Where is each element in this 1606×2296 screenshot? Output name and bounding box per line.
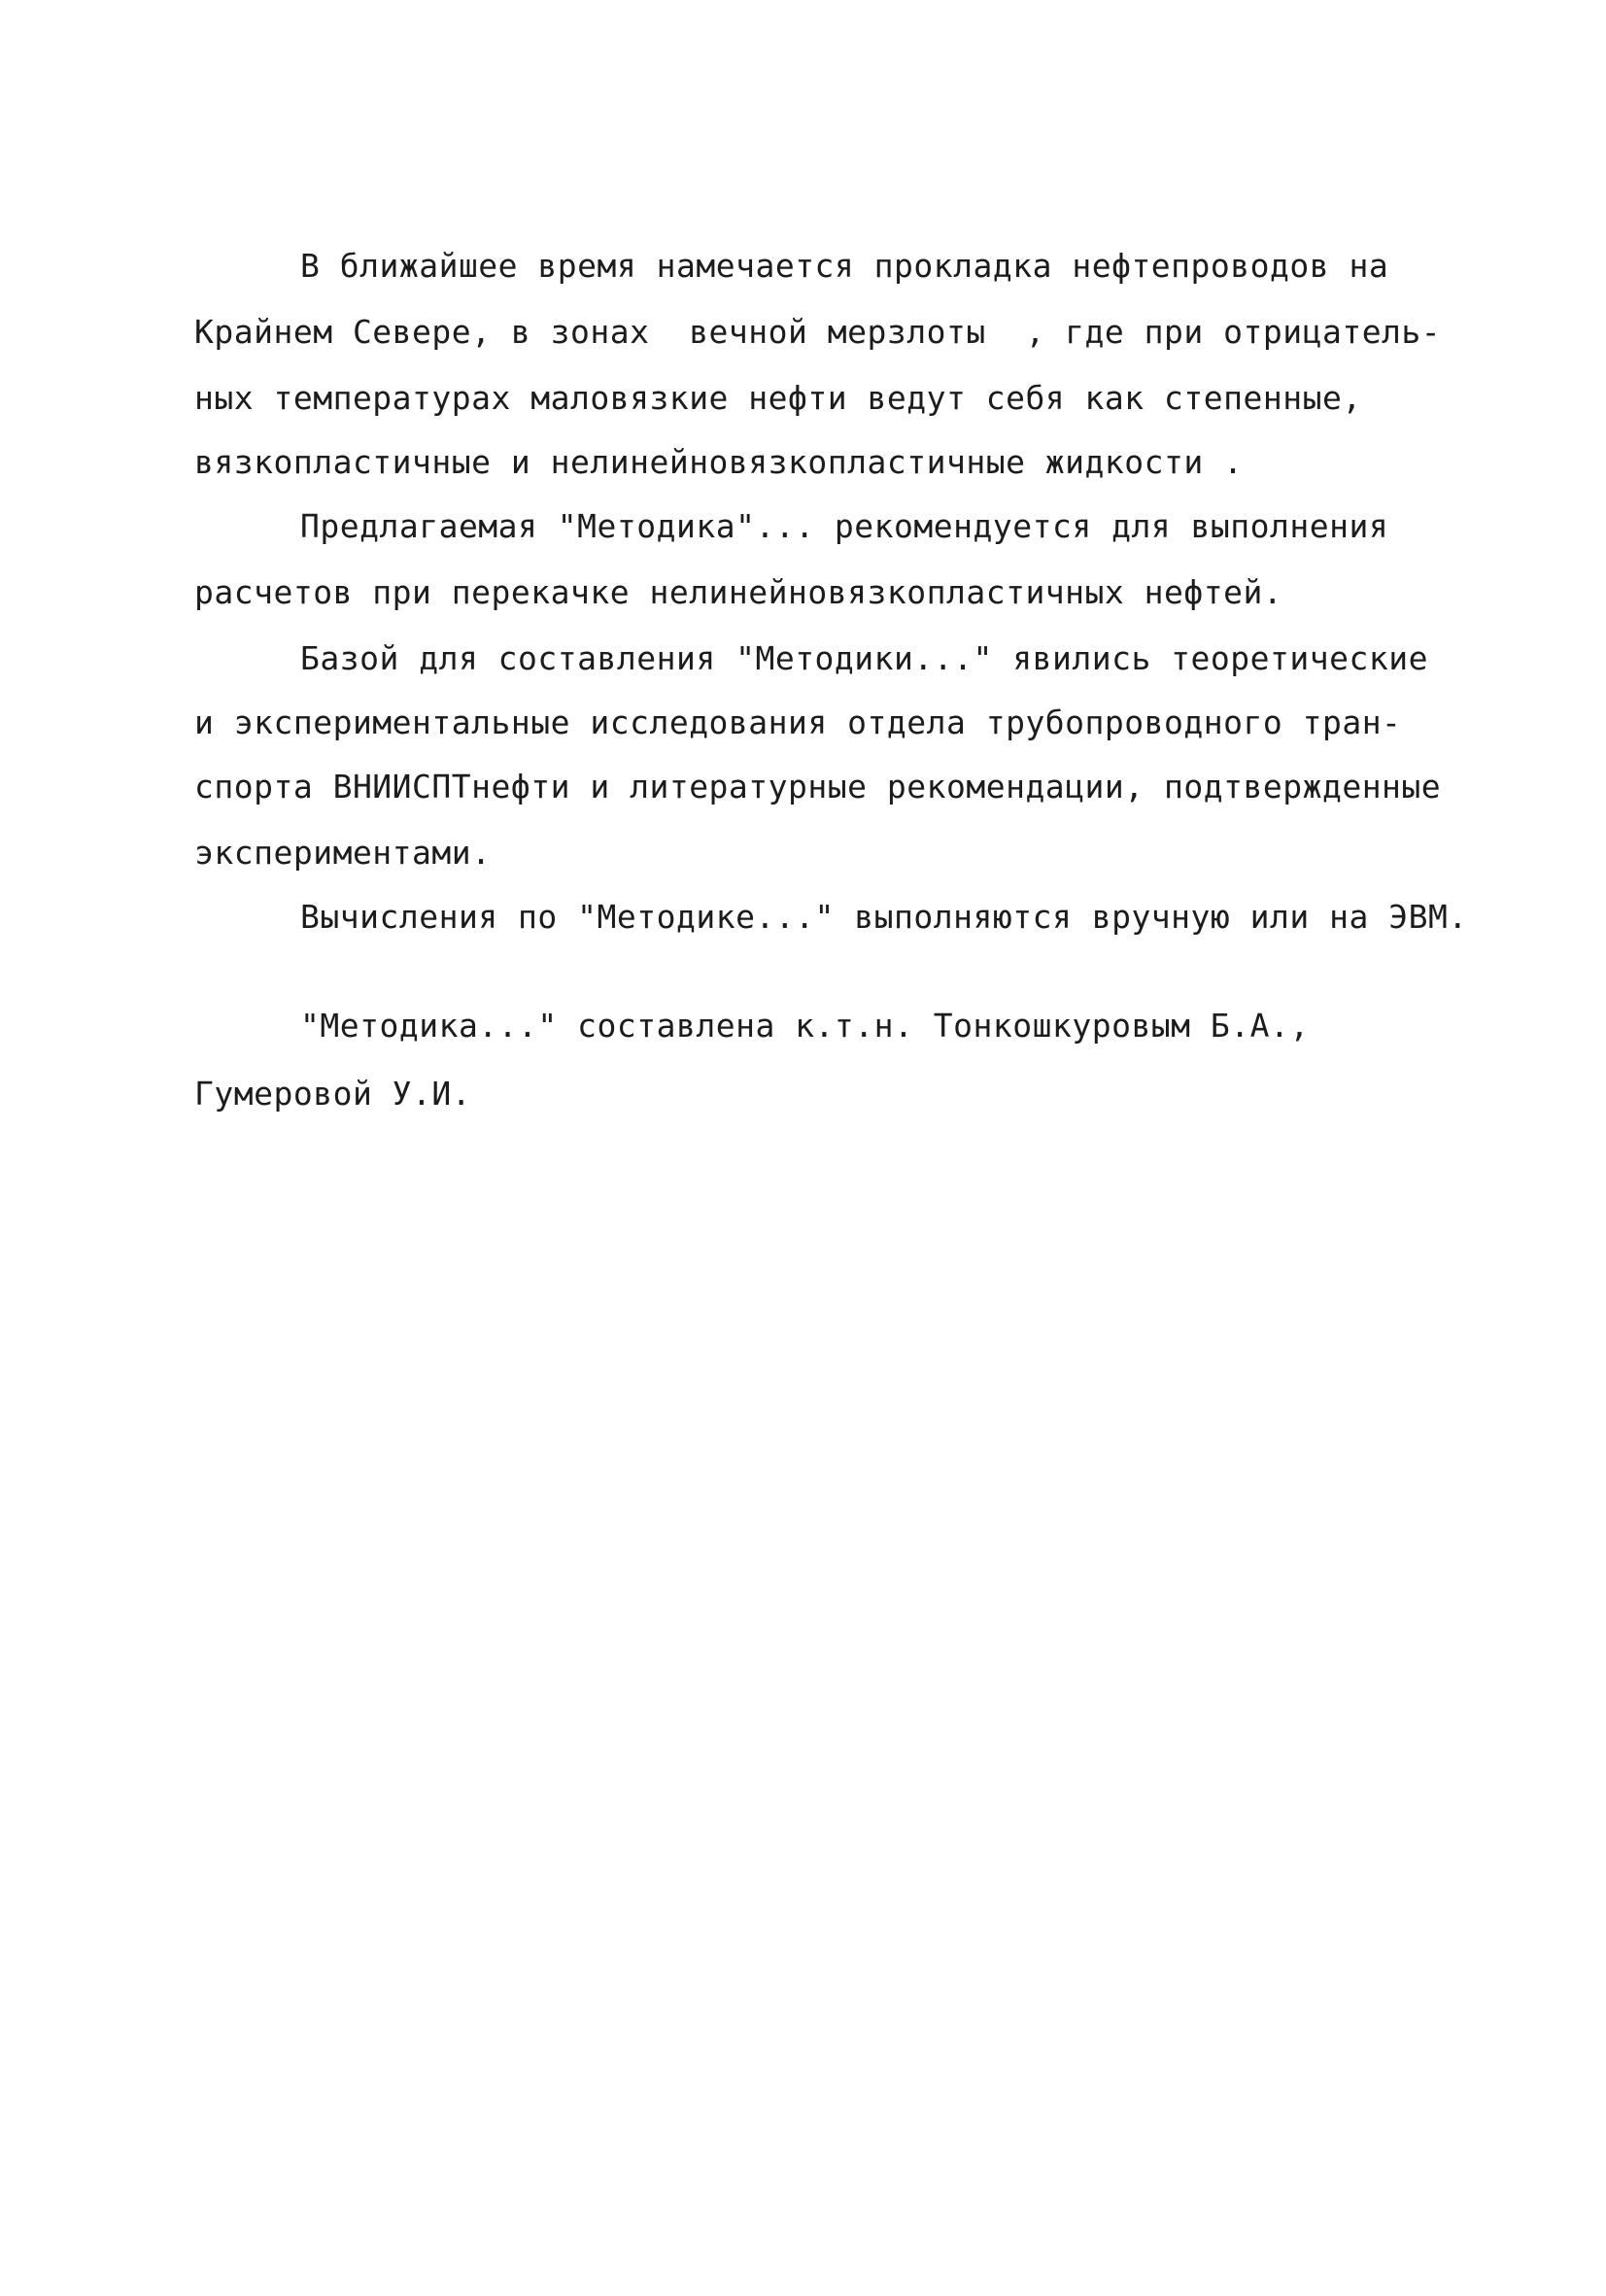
paragraph-2-line-1: Предлагаемая "Методика"... рекомендуется для выполнения: [300, 507, 1389, 545]
paragraph-5-line-1: "Методика..." составлена к.т.н. Тонкошкуровым Б.А.,: [300, 1007, 1310, 1045]
paragraph-3-line-3: спорта ВНИИСПТнефти и литературные рекомендации, подтвержденные: [194, 768, 1442, 805]
paragraph-5-line-2: Гумеровой У.И.: [194, 1075, 472, 1113]
paragraph-3-line-2: и экспериментальные исследования отдела трубопроводного тран-: [194, 703, 1402, 741]
paragraph-2-line-2: расчетов при перекачке нелинейновязкопластичных нефтей.: [194, 573, 1283, 611]
paragraph-1-line-4: вязкопластичные и нелинейновязкопластичные жидкости .: [194, 443, 1244, 481]
paragraph-4-line-1: Вычисления по "Методике..." выполняются вручную или на ЭВМ.: [300, 898, 1468, 936]
paragraph-1-line-2: Крайнем Севере, в зонах вечной мерзлоты , где при отрицатель-: [194, 313, 1442, 351]
paragraph-3-line-4: экспериментами.: [194, 834, 492, 872]
paragraph-1-line-1: В ближайшее время намечается прокладка нефтепроводов на: [300, 247, 1389, 285]
paragraph-1-line-3: ных температурах маловязкие нефти ведут себя как степенные,: [194, 379, 1362, 417]
paragraph-3-line-1: Базой для составления "Методики..." явились теоретические: [300, 639, 1428, 677]
